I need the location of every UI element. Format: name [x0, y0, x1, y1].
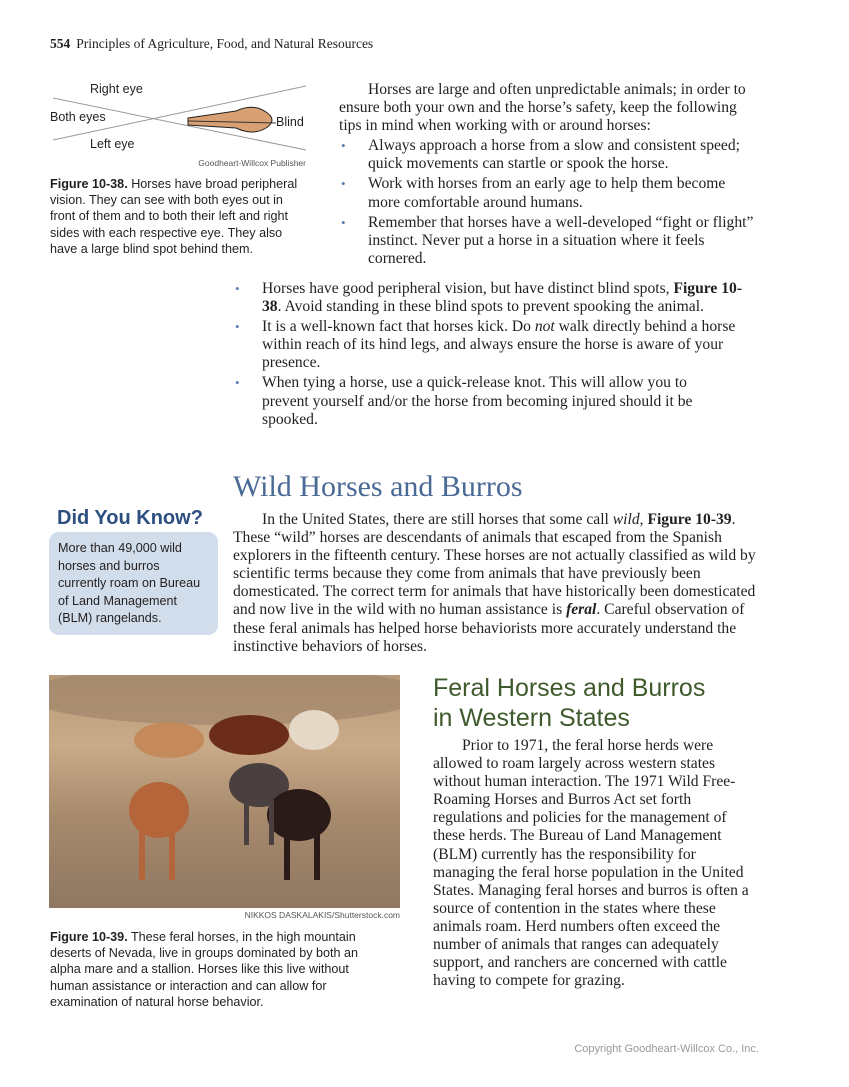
- intro-paragraph: Horses are large and often unpredictable animals; in order to ensure both your own and the horse’s safety, keep the following tips in mind when working with or around horses:: [339, 81, 746, 135]
- caption-label: Figure 10-38.: [50, 177, 128, 191]
- figure-caption: [50, 176, 302, 257]
- intro-column: [339, 81, 761, 270]
- list-item: • It is a well-known fact that horses kick. Do not walk directly behind a horse within reach of its hind legs, and always ensure the horse is aware of your presence.: [235, 318, 736, 372]
- vision-diagram: [48, 78, 310, 173]
- did-you-know-title: Did You Know?: [57, 507, 203, 529]
- tips-list-wide: [233, 280, 748, 431]
- figure-reference: Figure 10-38: [262, 280, 743, 316]
- label-blind: Blind: [276, 115, 304, 129]
- list-item: • When tying a horse, use a quick-release knot. This will allow you to prevent yourself and/or the horse from becoming injured should it be spooked.: [235, 374, 693, 428]
- list-item: • Remember that horses have a well-developed “fight or flight” instinct. Never put a horse in a situation where it feels cornered.: [341, 213, 754, 267]
- page-number: 554: [50, 36, 71, 51]
- photo-credit: NIKKOS DASKALAKIS/Shutterstock.com: [244, 910, 400, 920]
- list-item: • Work with horses from an early age to help them become more comfortable around humans.: [341, 175, 726, 211]
- did-you-know-box: [49, 532, 218, 635]
- book-title: Principles of Agriculture, Food, and Natural Resources: [76, 36, 374, 51]
- section-paragraph: In the United States, there are still horses that some call wild, Figure 10-39. These “wild” horses are descendants of animals that escaped from the Spanish explorers in the fifteenth century. These horses are not actually classified as wild by scientific terms because they come from animals that have previously been domesticated. The correct term for animals that have historically been domesticated and now live in the wild with no human assistance is feral. Careful observation of these feral animals has helped horse behaviorists more accurately understand the instinctive behaviors of horses.: [233, 511, 756, 655]
- feral-horses-photo: [49, 675, 400, 908]
- caption-text: Horses have broad peripheral vision. They can see with both eyes out in front of them and to both their left and right sides with each respective eye. They also have a large blind spot behind them.: [50, 177, 298, 256]
- subsection-paragraph: Prior to 1971, the feral horse herds were allowed to roam largely across western states without human interaction. The 1971 Wild Free-Roaming Horses and Burros Act set forth regulations and policies for the management of these herds. The Bureau of Land Management (BLM) currently has the responsibility for managing the feral horse population in the United States. Managing feral horses and burros is often a source of contention in the states where these animals roam. Herd numbers often exceed the number of animals that ranges can adequately support, and ranchers are concerned with cattle having to compete for grazing.: [433, 737, 749, 990]
- figure-credit: Goodheart-Willcox Publisher: [198, 158, 306, 168]
- section-heading: Wild Horses and Burros: [233, 470, 523, 503]
- horses-illustration: [49, 675, 400, 908]
- tips-list: [339, 137, 761, 268]
- did-you-know-text: More than 49,000 wild horses and burros currently roam on Bureau of Land Management (BLM) rangelands.: [58, 541, 201, 625]
- running-header: [50, 36, 373, 52]
- label-both-eyes: Both eyes: [50, 110, 106, 124]
- subsection-heading: Feral Horses and Burros in Western States: [433, 674, 706, 732]
- list-item: • Always approach a horse from a slow and consistent speed; quick movements can startle or spook the horse.: [341, 137, 740, 173]
- copyright-footer: Copyright Goodheart-Willcox Co., Inc.: [574, 1043, 759, 1055]
- label-left-eye: Left eye: [90, 137, 135, 151]
- label-right-eye: Right eye: [90, 82, 143, 96]
- figure-caption: Figure 10-39. These feral horses, in the high mountain deserts of Nevada, live in groups dominated by both an alpha mare and a stallion. Horses like this live without human assistance or interaction and can allow for examination of natural horse behavior.: [50, 930, 359, 1009]
- list-item: • Horses have good peripheral vision, but have distinct blind spots, Figure 10-38. Avoid standing in these blind spots to prevent spooking the animal.: [235, 280, 743, 316]
